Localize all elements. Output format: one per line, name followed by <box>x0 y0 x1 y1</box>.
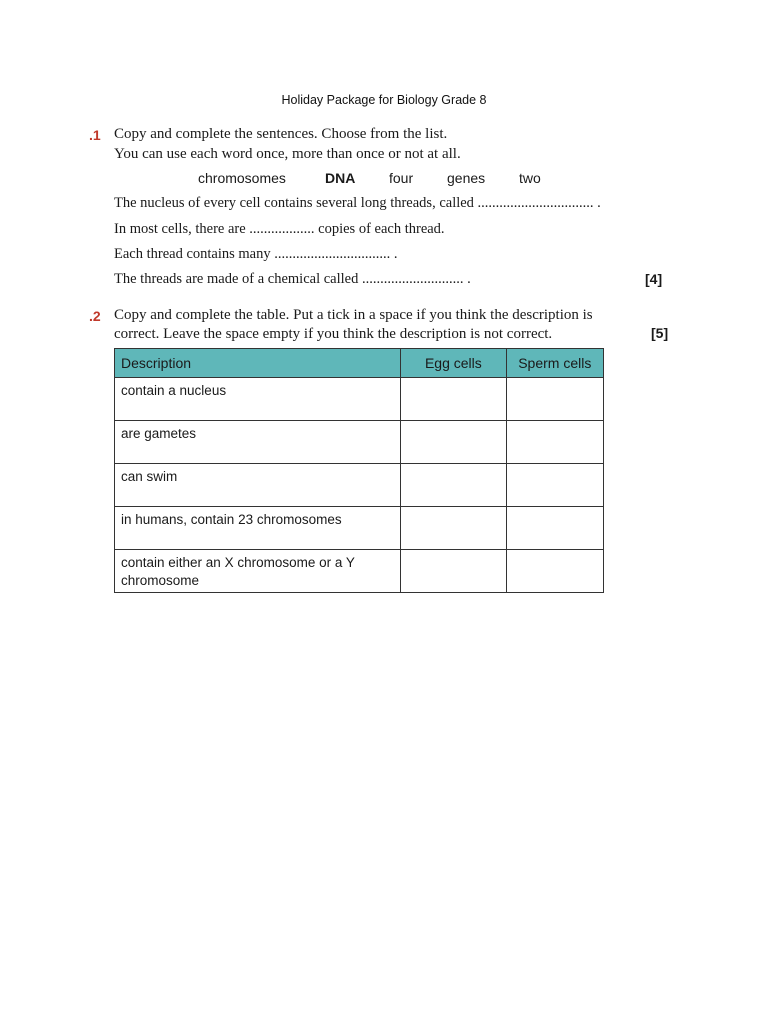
page-title: Holiday Package for Biology Grade 8 <box>281 93 487 107</box>
egg-cells-cell[interactable] <box>401 421 506 464</box>
question-1-number: .1 <box>89 127 101 143</box>
question-1-marks: [4] <box>645 271 663 287</box>
table-header-row <box>115 349 604 378</box>
sperm-cells-cell[interactable] <box>506 378 603 421</box>
row-description: in humans, contain 23 chromosomes <box>115 507 401 550</box>
question-2-instruction-line-2: correct. Leave the space empty if you think the description is not correct. <box>114 326 553 342</box>
egg-cells-cell[interactable] <box>401 550 506 593</box>
table-row <box>115 507 604 550</box>
sperm-cells-cell[interactable] <box>506 550 603 593</box>
word-genes: genes <box>447 170 486 186</box>
table-row <box>115 550 604 593</box>
egg-cells-cell[interactable] <box>401 507 506 550</box>
sentence-3: Each thread contains many ................................ . <box>114 246 398 262</box>
description-table <box>114 348 604 593</box>
row-description: contain a nucleus <box>115 378 401 421</box>
sentence-2: In most cells, there are .................. copies of each thread. <box>114 221 445 237</box>
row-description: are gametes <box>115 421 401 464</box>
word-chromosomes: chromosomes <box>198 170 286 186</box>
row-description: contain either an X chromosome or a Y chromosome <box>115 550 401 593</box>
sperm-cells-cell[interactable] <box>506 507 603 550</box>
word-two: two <box>519 170 541 186</box>
table-row <box>115 464 604 507</box>
table-row <box>115 378 604 421</box>
sentence-4: The threads are made of a chemical called ............................ . <box>114 271 471 287</box>
question-2-instruction-line-1: Copy and complete the table. Put a tick in a space if you think the description is <box>114 307 593 323</box>
row-description: can swim <box>115 464 401 507</box>
header-description: Description <box>115 349 401 378</box>
header-sperm-cells: Sperm cells <box>506 349 603 378</box>
question-2-number: .2 <box>89 308 101 324</box>
word-four: four <box>389 170 414 186</box>
question-2-marks: [5] <box>651 325 669 341</box>
egg-cells-cell[interactable] <box>401 378 506 421</box>
word-dna: DNA <box>325 170 356 186</box>
question-1-instruction-line-2: You can use each word once, more than once or not at all. <box>114 146 461 162</box>
sperm-cells-cell[interactable] <box>506 421 603 464</box>
egg-cells-cell[interactable] <box>401 464 506 507</box>
header-egg-cells: Egg cells <box>401 349 506 378</box>
question-1-instruction-line-1: Copy and complete the sentences. Choose from the list. <box>114 126 448 142</box>
table-row <box>115 421 604 464</box>
sperm-cells-cell[interactable] <box>506 464 603 507</box>
sentence-1: The nucleus of every cell contains several long threads, called ................................ . <box>114 195 601 211</box>
